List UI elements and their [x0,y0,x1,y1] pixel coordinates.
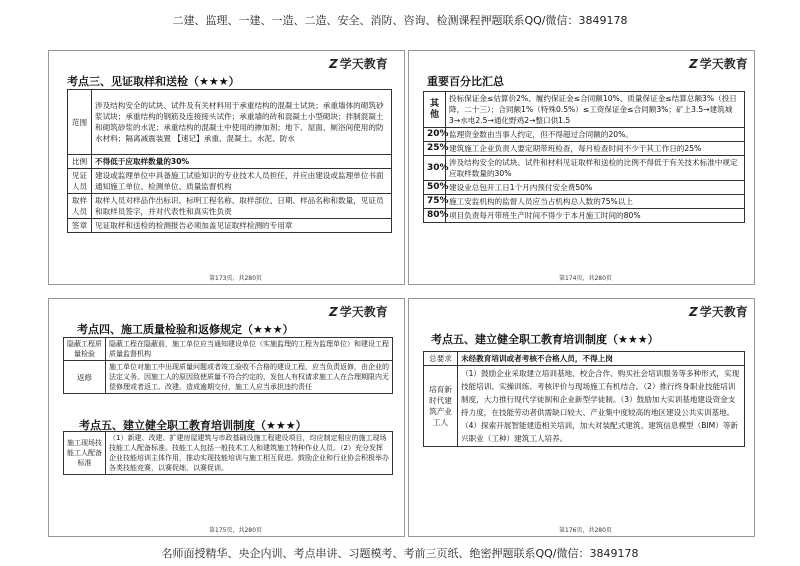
row-label: 总要求 [424,352,458,366]
row-label: 返修 [64,361,106,394]
row-label: 隐蔽工程质量检验 [64,338,106,361]
row-label: 比例 [68,155,92,169]
page-footer: 第175页，共280页 [209,527,262,534]
row-text: （1）新建、改建、扩建房屋建筑与市政基础设施工程建设项目，均应制定相应的施工现场技能工人配备标准。技能工人包括一般技术工人和建筑施工特种作业人员。（2）充分发挥企业技能培训主体作用，推动实现技能培训与施工相互促进。鼓励企业和行业协会积极举办各类技能竞赛，以赛促练，以赛促训。 [106,432,393,475]
top-banner: 二建、监理、一建、一造、二造、安全、消防、咨询、检测课程押题联系QQ/微信：3849178 [172,14,628,27]
row-label: 签章 [68,219,92,233]
table-row [68,194,392,219]
table-row [424,181,745,195]
page-176-panel [408,298,755,537]
section-title-2: 考点五、建立健全职工教育培训制度（★★★） [79,419,307,432]
row-text: 未经教育培训或者考核不合格人员，不得上岗 [458,352,745,366]
row-text: 建设业总包开工日1个月内预付安全费50% [446,181,745,195]
row-label: 培育新时代建筑产业工人 [424,366,458,447]
table-row [64,361,393,394]
table-row [424,92,745,128]
table-row [424,352,745,366]
row-label: 取样人员 [68,194,92,219]
page-175-panel [48,298,405,537]
row-label: 75% [424,195,446,209]
row-label: 范围 [68,90,92,155]
row-label: 见证人员 [68,169,92,194]
row-text: 见证取样和送检的检测报告必须加盖见证取样检测的专用章 [92,219,392,233]
section-title: 考点三、见证取样和送检（★★★） [67,75,240,88]
brand-logo: Z 学天教育 [689,57,748,71]
table-row [424,195,745,209]
row-text: 涉及结构安全的试块、试件及有关材料用于承重结构的混凝土试块；承重墙体的砌筑砂浆试块；承重结构的钢筋及连接接头试件；承重墙的砖和混凝土小型砌块；拌制混凝土和砌筑砂浆的水泥；承重结构的混凝土中使用的掺加剂；地下、屋面、厕浴间使用的防水材料；隔离减震装置 【速记】承重、混凝土、水泥、防水 [92,90,392,155]
table-row [64,432,393,475]
row-text: 涉及结构安全的试块、试件和材料见证取样和送检的比例不得低于有关技术标准中规定应取样数量的30% [446,156,745,181]
table-row [424,156,745,181]
page-173-panel [48,50,405,285]
row-text: 施工单位对施工中出现质量问题或者竣工验收不合格的建设工程，应当负责返修，由企业的法定义务。因施工人的原因致使质量不符合约定的，发包人有权请求施工人在合理期限内无偿修理或者返工、改建。造成逾期交付，施工人应当承担违约责任 [106,361,393,394]
section-title: 考点四、施工质量检验和返修规定（★★★） [77,323,294,336]
page-footer: 第176页，共280页 [559,527,612,534]
row-label: 20% [424,128,446,142]
row-label: 施工现场技能工人配备标准 [64,432,106,475]
table-row [424,142,745,156]
page-footer: 第174页，共280页 [559,275,612,282]
table-row [68,219,392,233]
row-label: 其他 [424,92,446,128]
table-row [68,155,392,169]
row-text: 建设或监理单位中具备施工试验知识的专业技术人员担任，并应由建设或监理单位书面通知施工单位、检测单位、质量监督机构 [92,169,392,194]
training-table [63,431,393,475]
row-text: 项目负责每月带班生产时间不得少于本月施工时间的80% [446,209,745,223]
brand-logo: Z 学天教育 [329,305,388,319]
row-text: 不得低于应取样数量的30% [92,155,392,169]
inspection-table [63,337,393,394]
table-row [424,366,745,447]
table-row [68,169,392,194]
section-title: 考点五、建立健全职工教育培训制度（★★★） [431,333,659,346]
table-row [424,128,745,142]
table-row [64,338,393,361]
page-footer: 第173页，共280页 [209,275,262,282]
sampling-table [67,89,392,233]
row-text: 隐蔽工程在隐蔽前，施工单位应当通知建设单位（实施监理的工程为监理单位）和建设工程质量监督机构 [106,338,393,361]
table-row [68,90,392,155]
percentage-table [423,91,745,223]
row-label: 80% [424,209,446,223]
brand-logo: Z 学天教育 [329,57,388,71]
row-text: （1）鼓励企业采取建立培训基地、校企合作、购买社会培训服务等多种形式，实现技能培训、实操训练、考核评价与现场施工有机结合。（2）推行终身职业技能培训制度，大力推行现代学徒制和企业新型学徒制。（3）鼓励加大实训基地建设资金支持力度，在技能劳动者供需缺口较大、产业集中度较高的地区建设公共实训基地。（4）探索开展智能建造相关培训，加大对装配式建筑、建筑信息模型（BIM）等新兴职业（工种）建筑工人培养。 [458,366,745,447]
table-row [424,209,745,223]
row-text: 建筑施工企业负责人要定期带班检查，每月检查时间不少于其工作日的25% [446,142,745,156]
row-label: 30% [424,156,446,181]
section-title: 重要百分比汇总 [427,75,504,88]
row-text: 投标保证金≤估算价2%、履约保证金≤合同额10%、质量保证金≤结算总额3%（投日降，二十三）；合同额1%（特殊0.5%）≤工资保证金≤合同额3%；矿上3.5→建筑城3→水电2.5→通化野鸡2→整口供1.5 [446,92,745,128]
row-text: 取样人员对样品作出标识、标明工程名称、取样部位、日期、样品名称和数量，见证员和取样员签字，并对代表性和真实性负责 [92,194,392,219]
bottom-banner: 名师面授精华、央企内训、考点串讲、习题模考、考前三页纸、绝密押题联系QQ/微信：3849178 [161,547,639,560]
row-label: 25% [424,142,446,156]
brand-logo: Z 学天教育 [689,305,748,319]
row-text: 监理资金数由当事人约定，但不得超过合同额的20%。 [446,128,745,142]
page-174-panel [408,50,755,285]
row-label: 50% [424,181,446,195]
worker-training-table [423,351,745,447]
row-text: 施工安监机构的监督人员应当占机构总人数的75%以上 [446,195,745,209]
